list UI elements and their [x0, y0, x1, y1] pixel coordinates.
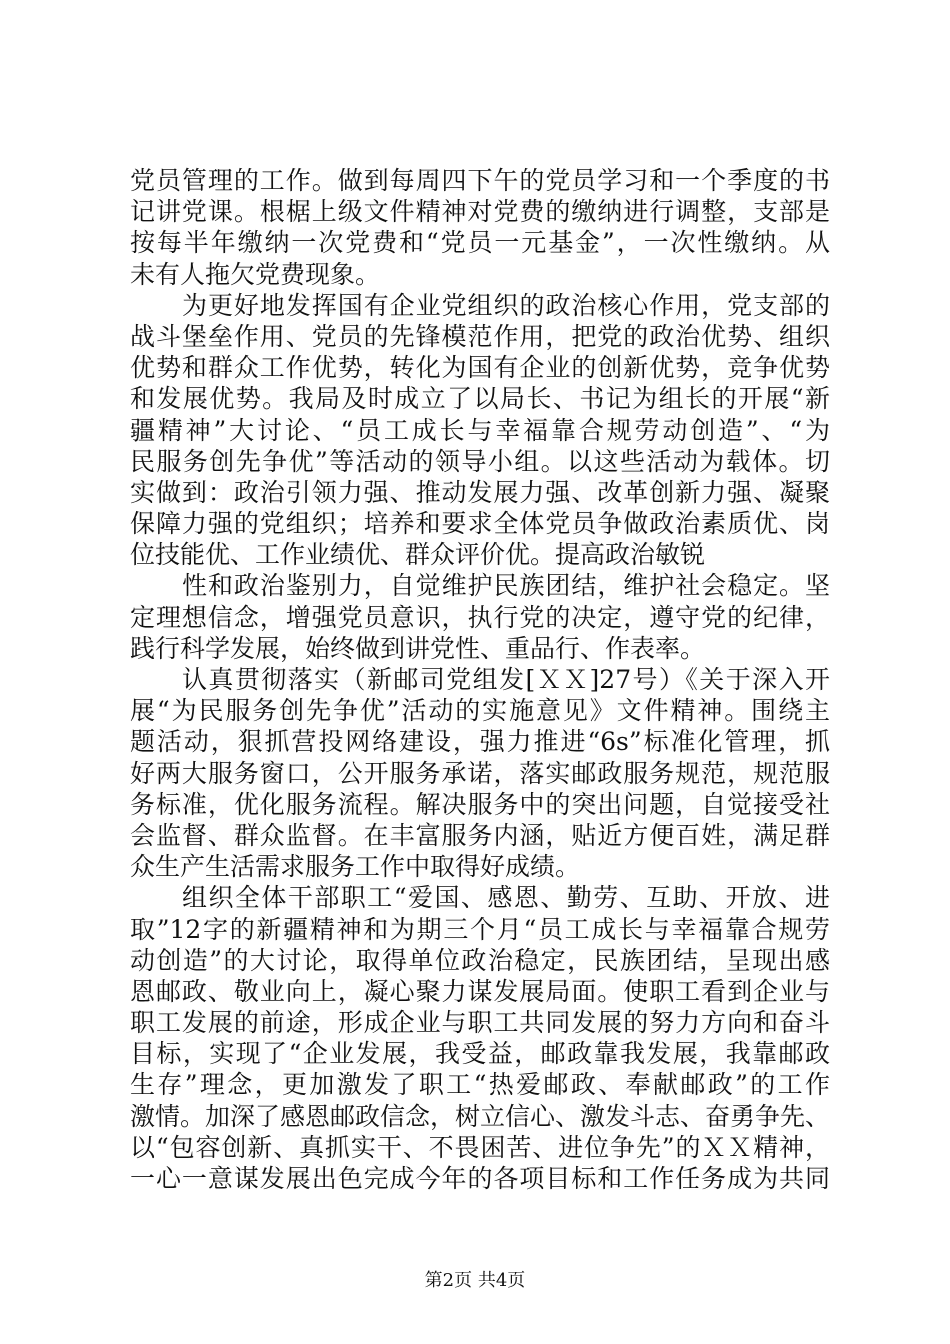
text-line: 题活动，狠抓营投网络建设，强力推进“6s”标准化管理，抓	[130, 727, 830, 757]
text-line: 一心一意谋发展出色完成今年的各项目标和工作任务成为共同	[130, 1164, 830, 1193]
text-line: 定理想信念，增强党员意识，执行党的决定，遵守党的纪律，	[130, 602, 830, 632]
text-line: 组织全体干部职工“爱国、感恩、勤劳、互助、开放、进	[182, 883, 830, 913]
text-line: 职工发展的前途，形成企业与职工共同发展的努力方向和奋斗	[130, 1008, 830, 1038]
text-line: 性和政治鉴别力，自觉维护民族团结，维护社会稳定。坚	[182, 571, 830, 601]
text-line: 务标准，优化服务流程。解决服务中的突出问题，自觉接受社	[130, 789, 830, 819]
text-line: 动创造”的大讨论，取得单位政治稳定，民族团结，呈现出感	[130, 945, 830, 975]
text-line: 和发展优势。我局及时成立了以局长、书记为组长的开展“新	[130, 384, 830, 414]
text-line: 认真贯彻落实（新邮司党组发[ＸＸ]27号）《关于深入开	[182, 665, 830, 694]
page-footer: 第2页 共4页	[424, 1270, 526, 1291]
text-line: 实做到：政治引领力强、推动发展力强、改革创新力强、凝聚	[130, 477, 830, 507]
text-line: 位技能优、工作业绩优、群众评价优。提高政治敏锐	[130, 540, 706, 570]
text-line: 民服务创先争优”等活动的领导小组。以这些活动为载体。切	[130, 446, 830, 476]
text-line: 会监督、群众监督。在丰富服务内涵，贴近方便百姓，满足群	[130, 820, 830, 850]
text-line: 好两大服务窗口，公开服务承诺，落实邮政服务规范，规范服	[130, 758, 830, 788]
text-line: 激情。加深了感恩邮政信念，树立信心、激发斗志、奋勇争先、	[130, 1101, 831, 1131]
text-line: 目标，实现了“企业发展，我受益，邮政靠我发展，我靠邮政	[130, 1039, 830, 1069]
text-line: 未有人拖欠党费现象。	[130, 259, 381, 289]
text-line: 恩邮政、敬业向上，凝心聚力谋发展局面。使职工看到企业与	[130, 976, 830, 1006]
text-line: 优势和群众工作优势，转化为国有企业的创新优势，竞争优势	[130, 353, 830, 383]
text-line: 生存”理念，更加激发了职工“热爱邮政、奉献邮政”的工作	[130, 1070, 830, 1100]
text-line: 践行科学发展，始终做到讲党性、重品行、作表率。	[130, 633, 706, 663]
text-line: 展“为民服务创先争优”活动的实施意见》文件精神。围绕主	[130, 696, 830, 726]
text-line: 疆精神”大讨论、“员工成长与幸福靠合规劳动创造”、“为	[130, 415, 830, 445]
document-body	[130, 165, 830, 1194]
text-line: 保障力强的党组织；培养和要求全体党员争做政治素质优、岗	[130, 509, 830, 539]
text-line: 按每半年缴纳一次党费和“党员一元基金”，一次性缴纳。从	[130, 228, 830, 258]
text-line: 取”12字的新疆精神和为期三个月“员工成长与幸福靠合规劳	[130, 914, 830, 944]
text-line: 战斗堡垒作用、党员的先锋模范作用，把党的政治优势、组织	[130, 321, 830, 351]
text-line: 为更好地发挥国有企业党组织的政治核心作用，党支部的	[182, 290, 830, 320]
text-line: 以“包容创新、真抓实干、不畏困苦、进位争先”的ＸＸ精神，	[130, 1132, 830, 1162]
text-line: 记讲党课。根椐上级文件精神对党费的缴纳进行调整，支部是	[130, 197, 830, 227]
text-line: 党员管理的工作。做到每周四下午的党员学习和一个季度的书	[130, 166, 830, 195]
text-line: 众生产生活需求服务工作中取得好成绩。	[130, 852, 581, 882]
